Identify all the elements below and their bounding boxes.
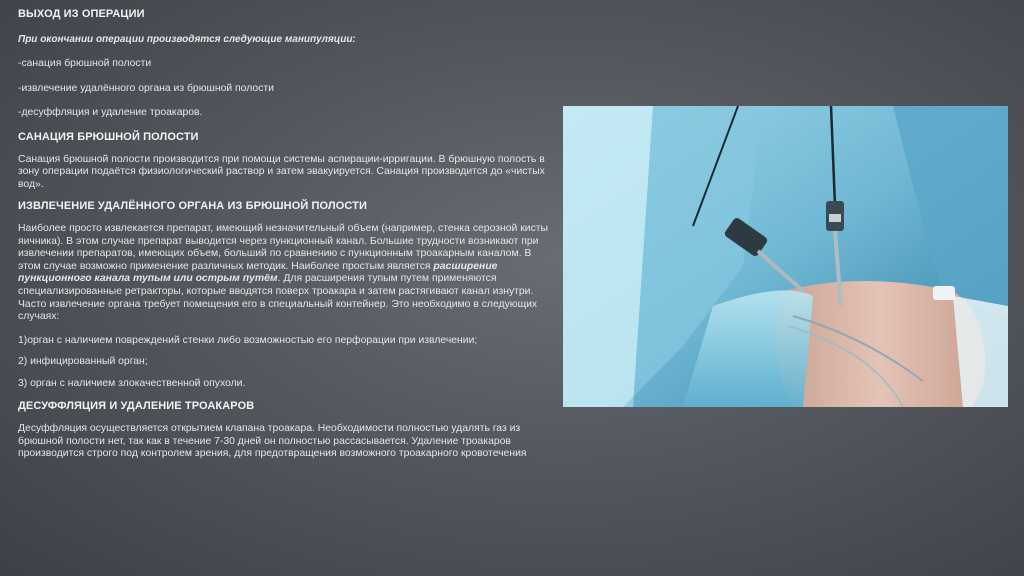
desufflation-heading: ДЕСУФФЛЯЦИЯ И УДАЛЕНИЕ ТРОАКАРОВ (18, 400, 255, 413)
slide-text-column (18, 8, 548, 461)
intro-text: При окончании операции производятся следующие манипуляции: (18, 33, 356, 45)
extraction-body (18, 223, 548, 324)
extraction-body-emphasis: расширение пункционного канала тупым или острым путём (18, 260, 498, 285)
case-item: 2) инфицированный орган; (18, 356, 148, 368)
surgery-photo (563, 106, 1008, 407)
step-item: -извлечение удалённого органа из брюшной полости (18, 82, 274, 94)
slide-title: ВЫХОД ИЗ ОПЕРАЦИИ (18, 8, 145, 20)
extraction-heading: ИЗВЛЕЧЕНИЕ УДАЛЁННОГО ОРГАНА ИЗ БРЮШНОЙ ПОЛОСТИ (18, 200, 367, 213)
trocar-cap (933, 286, 955, 300)
extraction-body-part2: . Для расширения тупым путем применяются специализированные ретракторы, которые вводятся поверх троакара и затем растягивают канал изнутри. Часто извлечение органа требует помещения его в специальный контейнер. Это необходимо в следующих случаях: (18, 273, 538, 323)
case-item: 3) орган с наличием злокачественной опухоли. (18, 377, 246, 389)
sanation-body: Санация брюшной полости производится при помощи системы аспирации-ирригации. В брюшную полость в зону операции подаётся физиологический раствор и затем эвакуируется. Санация производится до «чистых вод». (18, 153, 545, 190)
sanation-heading: САНАЦИЯ БРЮШНОЙ ПОЛОСТИ (18, 130, 199, 143)
trocar-valve (829, 214, 841, 222)
desufflation-body: Десуффляция осуществляется открытием клапана троакара. Необходимости полностью удалять газ из брюшной полости нет, так как в течение 7-30 дней он полностью рассасывается. Удаление троакаров производится строго под контролем зрения, для предотвращения возможного троакарного кровотечения (18, 423, 527, 460)
step-item: -десуффляция и удаление троакаров. (18, 107, 203, 119)
step-item: -санация брюшной полости (18, 58, 152, 70)
extraction-body-part1: Наиболее просто извлекается препарат, имеющий незначительный объем (например, стенка серозной кисты яичника). В этом случае препарат выводится через пункционный канал. Большие трудности возникают при извлечении препаратов, имеющих объем, больший по сравнению с пункционным троакарным каналом. В этом случае возможно применение различных методик. Наиболее простым является (18, 222, 548, 272)
case-item: 1)орган с наличием повреждений стенки либо возможностью его перфорации при извлечении; (18, 334, 478, 346)
laparoscopy-illustration (563, 106, 1008, 407)
